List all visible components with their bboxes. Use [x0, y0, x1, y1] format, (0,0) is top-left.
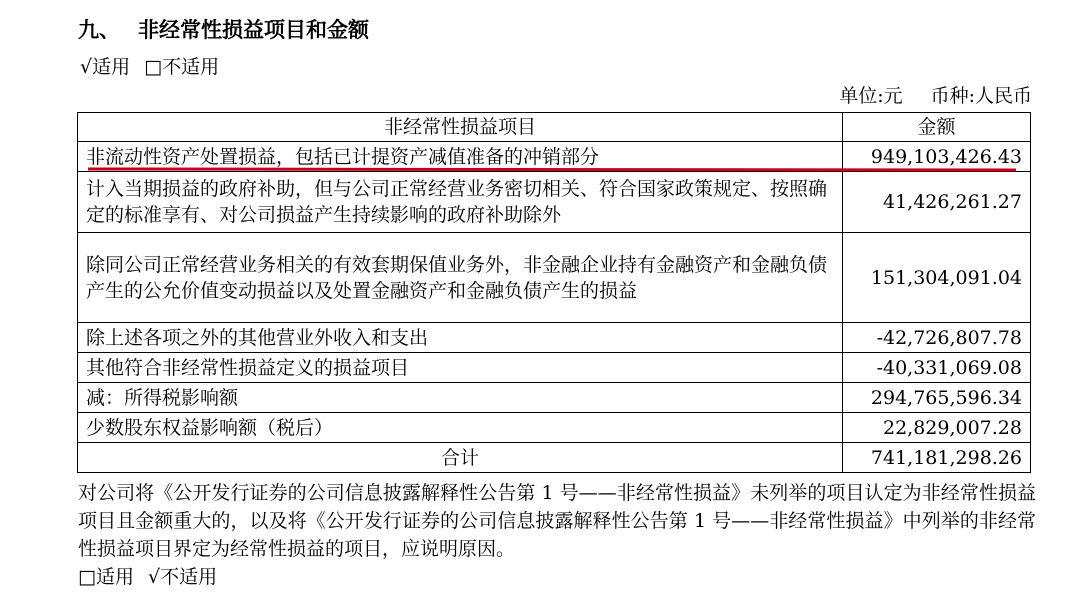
header-amount: 金额 [843, 113, 1031, 142]
total-amount: 741,181,298.26 [843, 443, 1031, 473]
total-label: 合计 [78, 443, 843, 473]
section-heading [78, 14, 369, 44]
row-item: 除同公司正常经营业务相关的有效套期保值业务外，非金融企业持有金融资产和金融负债产生的公允价值变动损益以及处置金融资产和金融负债产生的损益 [78, 233, 843, 323]
applicable-checked-option[interactable]: √适用 [80, 56, 131, 78]
bottom-applicability-options [78, 565, 225, 589]
row-item: 其他符合非经常性损益定义的损益项目 [78, 353, 843, 383]
table-row [78, 353, 1031, 383]
row-amount: 22,829,007.28 [843, 413, 1031, 443]
row-amount: 41,426,261.27 [843, 172, 1031, 233]
row-amount: 151,304,091.04 [843, 233, 1031, 323]
currency-label: 币种:人民币 [930, 85, 1032, 107]
table-row [78, 172, 1031, 233]
row-amount: -40,331,069.08 [843, 353, 1031, 383]
not-applicable-option[interactable]: □不适用 [144, 56, 220, 78]
top-applicability-options [80, 55, 227, 79]
table-row [78, 413, 1031, 443]
row-amount: 949,103,426.43 [843, 142, 1031, 172]
section-title: 非经常性损益项目和金额 [138, 18, 369, 42]
row-item: 少数股东权益影响额（税后） [78, 413, 843, 443]
table-row [78, 142, 1031, 172]
table-row [78, 233, 1031, 323]
unit-label: 单位:元 [839, 85, 903, 107]
non-recurring-items-table [77, 112, 1031, 473]
not-applicable-checked-option[interactable]: √不适用 [148, 566, 218, 588]
row-amount: 294,765,596.34 [843, 383, 1031, 413]
row-item: 非流动性资产处置损益，包括已计提资产减值准备的冲销部分 [78, 142, 843, 172]
section-number: 九、 [78, 18, 120, 42]
table-header-row [78, 113, 1031, 142]
applicable-option[interactable]: □适用 [78, 566, 134, 588]
row-amount: -42,726,807.78 [843, 323, 1031, 353]
row-item: 减：所得税影响额 [78, 383, 843, 413]
table-row [78, 383, 1031, 413]
table-total-row [78, 443, 1031, 473]
unit-currency-line [839, 84, 1032, 108]
table-row [78, 323, 1031, 353]
row-item: 计入当期损益的政府补助，但与公司正常经营业务密切相关、符合国家政策规定、按照确定的标准享有、对公司损益产生持续影响的政府补助除外 [78, 172, 843, 233]
explanatory-note: 对公司将《公开发行证券的公司信息披露解释性公告第 1 号——非经常性损益》未列举的项目认定为非经常性损益项目且金额重大的，以及将《公开发行证券的公司信息披露解释性公告第 1 号——非经常性损益》中列举的非经常性损益项目界定为经常性损益的项目，应说明原因。 [78, 482, 1036, 560]
row-item: 除上述各项之外的其他营业外收入和支出 [78, 323, 843, 353]
header-item: 非经常性损益项目 [78, 113, 843, 142]
